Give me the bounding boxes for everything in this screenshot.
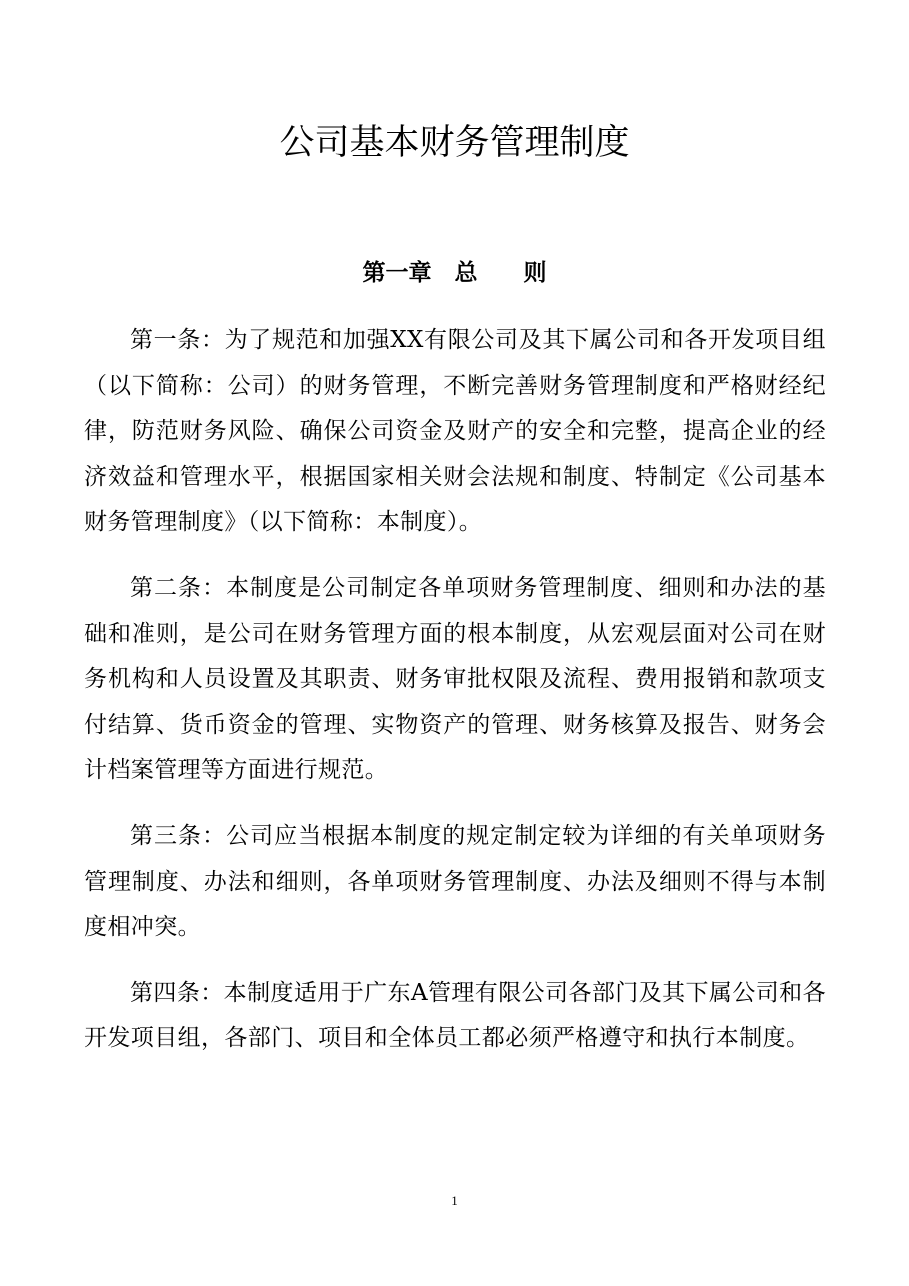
article-1-paragraph: 第一条：为了规范和加强XX有限公司及其下属公司和各开发项目组（以下简称：公司）的财务管理，不断完善财务管理制度和严格财经纪律，防范财务风险、确保公司资金及财产的安全和完整，提高企业的经济效益和管理水平，根据国家相关财会法规和制度、特制定《公司基本财务管理制度》（以下简称：本制度）。 — [84, 327, 826, 536]
page-number: 1 — [451, 1193, 458, 1208]
chapter-title: 第一章 总 则 — [362, 260, 547, 286]
document-title: 公司基本财务管理制度 — [279, 123, 630, 163]
document-body — [84, 318, 826, 1082]
article-2-paragraph: 第二条：本制度是公司制定各单项财务管理制度、细则和办法的基础和准则，是公司在财务管理方面的根本制度，从宏观层面对公司在财务机构和人员设置及其职责、财务审批权限及流程、费用报销和款项支付结算、货币资金的管理、实物资产的管理、财务核算及报告、财务会计档案管理等方面进行规范。 — [84, 574, 826, 784]
article-4-paragraph: 第四条：本制度适用于广东A管理有限公司各部门及其下属公司和各开发项目组，各部门、项目和全体员工都必须严格遵守和执行本制度。 — [84, 979, 826, 1052]
article-3-paragraph: 第三条：公司应当根据本制度的规定制定较为详细的有关单项财务管理制度、办法和细则，各单项财务管理制度、办法及细则不得与本制度相冲突。 — [84, 822, 826, 941]
